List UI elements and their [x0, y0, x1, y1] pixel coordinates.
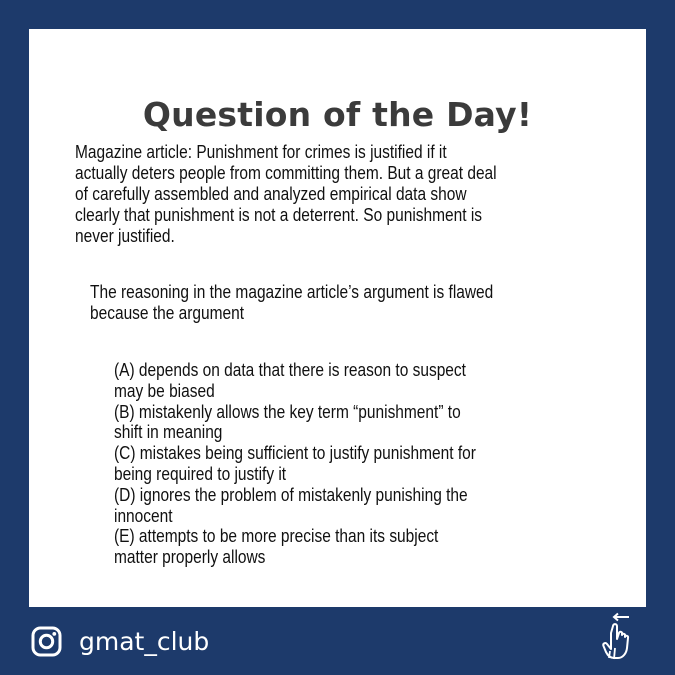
passage-line: clearly that punishment is not a deterrent. So punishment is [75, 205, 483, 225]
stem-line: The reasoning in the magazine article’s argument is flawed [90, 282, 494, 302]
question-stem [90, 282, 589, 324]
choice-d-line-2: innocent [114, 505, 173, 526]
social-handle-link[interactable] [31, 626, 209, 657]
instagram-icon [31, 626, 62, 657]
question-card [29, 29, 646, 607]
page-title: Question of the Day! [142, 95, 533, 134]
passage-line: Magazine article: Punishment for crimes is justified if it [75, 142, 447, 162]
choice-a-line-1: (A) depends on data that there is reason to suspect [114, 360, 466, 380]
choice-e-line-2: matter properly allows [114, 547, 266, 568]
question-passage [75, 142, 605, 247]
choice-b-line-1: (B) mistakenly allows the key term “punishment” to [114, 401, 461, 422]
passage-line: of carefully assembled and analyzed empirical data show [75, 184, 467, 204]
swipe-hand-icon [602, 612, 646, 662]
passage-line: actually deters people from committing them. But a great deal [75, 163, 497, 183]
choice-b-line-2: shift in meaning [114, 422, 223, 443]
choice-d-line-1: (D) ignores the problem of mistakenly punishing the [114, 484, 468, 505]
answer-choices [114, 360, 596, 568]
choice-e-line-1: (E) attempts to be more precise than its subject [114, 526, 439, 547]
choice-a-line-2: may be biased [114, 380, 215, 401]
social-handle: gmat_club [79, 627, 210, 656]
choice-c-line-2: being required to justify it [114, 463, 287, 484]
choice-c-line-1: (C) mistakes being sufficient to justify punishment for [114, 443, 476, 464]
passage-line: never justified. [75, 226, 175, 246]
stem-line: because the argument [90, 303, 245, 323]
